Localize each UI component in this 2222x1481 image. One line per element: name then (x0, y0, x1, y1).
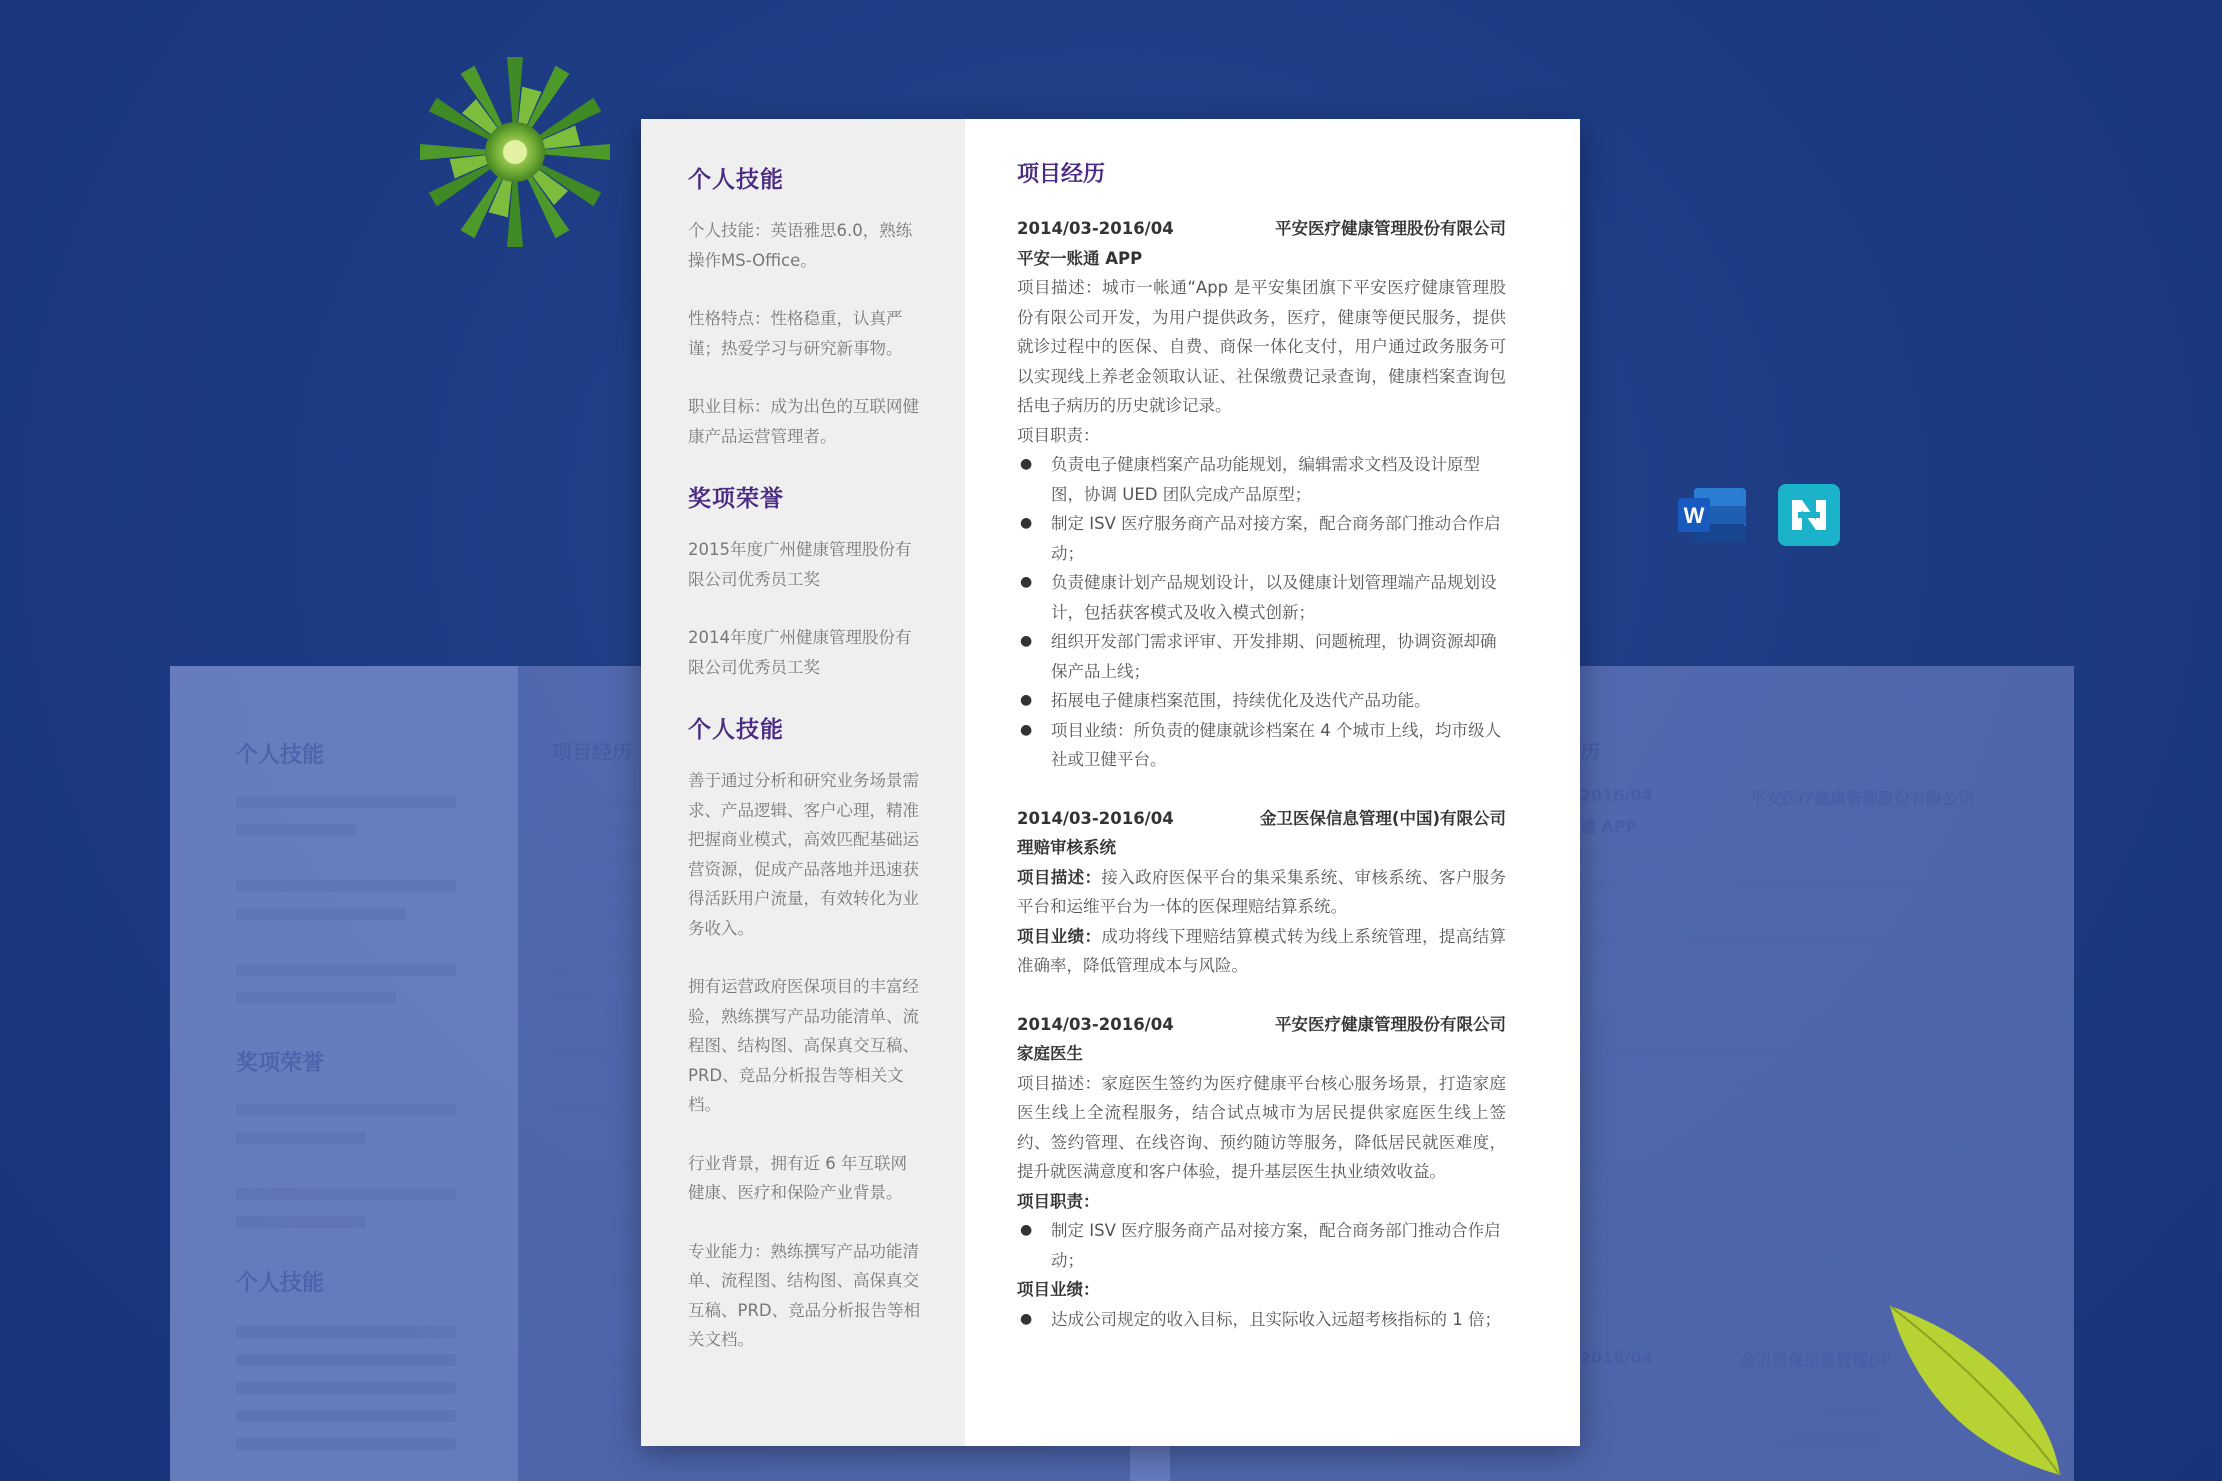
project-date: 2014/03-2016/04 (1017, 1014, 1174, 1034)
ghost-line (1580, 906, 1980, 918)
ghost-line (236, 880, 456, 892)
skill-item: 拥有运营政府医保项目的丰富经验，熟练撰写产品功能清单、流程图、结构图、高保真交互稿、PRD、竞品分析报告等相关文档。 (688, 977, 919, 1114)
list-item: ● 制定 ISV 医疗服务商产品对接方案，配合商务部门推动合作启动； (1017, 509, 1506, 568)
ghost-line (1580, 1242, 1880, 1254)
ghost-date: 2016/04 (1580, 786, 1653, 805)
skill-language: 个人技能：英语雅思6.0，熟练操作MS-Office。 (688, 221, 913, 270)
project-result-label: 项目业绩： (1017, 1280, 1100, 1299)
list-item: ● 制定 ISV 医疗服务商产品对接方案，配合商务部门推动合作启动； (1017, 1216, 1506, 1275)
ghost-line (1580, 850, 1980, 862)
project-duty-label: 项目职责： (1017, 425, 1100, 445)
project-name: 理赔审核系统 (1017, 838, 1116, 857)
result-text: 成功将线下理赔结算模式转为线上系统管理，提高结算准确率，降低管理成本与风险。 (1017, 926, 1506, 975)
project-result-list (1017, 1305, 1506, 1335)
skill-item: 行业背景，拥有近 6 年互联网健康、医疗和保险产业背景。 (688, 1153, 907, 1202)
ghost-line (1580, 1130, 1980, 1142)
skill-item: 善于通过分析和研究业务场景需求、产品逻辑、客户心理，精准把握商业模式，高效匹配基础运营资源，促成产品落地并迅速获得活跃用户流量，有效转化为业务收入。 (688, 771, 919, 938)
project-duty-list (1017, 450, 1506, 775)
ghost-line (236, 796, 456, 808)
ghost-line (1580, 1018, 1980, 1030)
project-item (1017, 214, 1506, 775)
project-item (1017, 804, 1506, 981)
ghost-line (1580, 934, 1980, 946)
ghost-line (552, 1160, 632, 1172)
ghost-line (236, 992, 396, 1004)
list-item: ● 拓展电子健康档案范围，持续优化及迭代产品功能。 (1017, 686, 1506, 716)
award-item: 2015年度广州健康管理股份有限公司优秀员工奖 (688, 540, 912, 589)
ghost-title: 个人技能 (236, 743, 325, 768)
ghost-line (552, 1104, 632, 1116)
list-item: ● 达成公司规定的收入目标，且实际收入远超考核指标的 1 倍； (1017, 1305, 1506, 1335)
list-item: ● 负责健康计划产品规划设计，以及健康计划管理端产品规划设计，包括获客模式及收入模式创新； (1017, 568, 1506, 627)
ghost-company: 平安医疗健康管理股份有限公司 (1750, 789, 1975, 808)
ghost-line (1580, 1186, 1980, 1198)
ghost-line (552, 992, 612, 1004)
ghost-line (1580, 1434, 1880, 1446)
ghost-line (236, 1438, 456, 1450)
project-name: 平安一账通 APP (1017, 248, 1143, 268)
project-company: 平安医疗健康管理股份有限公司 (1275, 1014, 1506, 1034)
succulent-plant (415, 50, 615, 255)
ghost-line (552, 908, 642, 920)
ghost-line (552, 880, 642, 892)
ghost-line (236, 1382, 456, 1394)
project-header (1017, 804, 1506, 834)
ghost-line (236, 908, 406, 920)
ghost-line (236, 1326, 456, 1338)
n-app-icon (1778, 484, 1840, 546)
project-header (1017, 214, 1506, 244)
project-result (1017, 922, 1506, 981)
ghost-line (552, 852, 642, 864)
ghost-line (552, 1356, 632, 1368)
green-leaf (1880, 1300, 2080, 1481)
ghost-company: 金卫医保信息管理(中 (1740, 1351, 1892, 1370)
skill-personality: 性格特点：性格稳重，认真严谨；热爱学习与研究新事物。 (688, 309, 903, 358)
ghost-line (1580, 878, 1980, 890)
ghost-line (236, 824, 356, 836)
word-icon (1676, 486, 1748, 544)
ghost-title: 项目经历 (552, 740, 632, 764)
ghost-title: 奖项荣誉 (236, 1051, 325, 1076)
description-text: 接入政府医保平台的集采集系统、审核系统、客户服务平台和运维平台为一体的医保理赔结算系统。 (1017, 867, 1506, 916)
skill-item: 专业能力：熟练撰写产品功能清单、流程图、结构图、高保真交互稿、PRD、竞品分析报告等相关文档。 (688, 1241, 921, 1349)
resume-sidebar (641, 119, 965, 1446)
resume-page (641, 119, 1580, 1446)
ghost-line (236, 1104, 456, 1116)
ghost-line (236, 964, 456, 976)
project-company: 金卫医保信息管理(中国)有限公司 (1259, 808, 1506, 828)
ghost-line (1580, 1074, 1980, 1086)
ghost-date: 2016/04 (1580, 1348, 1653, 1367)
projects-title: 项目经历 (1017, 162, 1106, 187)
ghost-line (552, 824, 632, 836)
project-description: 项目描述：家庭医生签约为医疗健康平台核心服务场景，打造家庭医生线上全流程服务，结合试点城市为居民提供家庭医生线上签约、签约管理、在线咨询、预约随访等服务，降低居民就医难度，提升就医满意度和客户体验，提升基层医生执业绩效收益。 (1017, 1073, 1506, 1181)
project-name: 家庭医生 (1017, 1044, 1083, 1063)
ghost-line (236, 1216, 366, 1228)
project-company: 平安医疗健康管理股份有限公司 (1275, 219, 1506, 238)
project-item (1017, 1010, 1506, 1335)
project-date: 2014/03-2016/04 (1017, 219, 1174, 238)
skill-career-goal: 职业目标：成为出色的互联网健康产品运营管理者。 (688, 397, 919, 446)
project-description: 项目描述：城市一帐通“App 是平安集团旗下平安医疗健康管理股份有限公司开发，为用户提供政务，医疗，健康等便民服务，提供就诊过程中的医保、自费、商保一体化支付，用户通过政务服务可以实现线上养老金领取认证、社保缴费记录查询，健康档案查询包括电子病历的历史就诊记录。 (1017, 278, 1506, 415)
project-date: 2014/03-2016/04 (1017, 808, 1174, 828)
ghost-line (236, 1188, 456, 1200)
ghost-line (236, 1410, 456, 1422)
resume-main (1017, 157, 1506, 1363)
ghost-title: 个人技能 (236, 1271, 325, 1296)
ghost-line (552, 1216, 632, 1228)
ghost-line (1580, 1046, 1780, 1058)
ghost-app: 通 APP (1580, 817, 1638, 836)
award-item: 2014年度广州健康管理股份有限公司优秀员工奖 (688, 628, 912, 677)
skills-title: 个人技能 (688, 167, 784, 193)
skills2-title: 个人技能 (688, 717, 784, 743)
project-description (1017, 863, 1506, 922)
ghost-line (552, 796, 642, 808)
ghost-line (552, 1272, 632, 1284)
awards-title: 奖项荣誉 (688, 486, 784, 512)
list-item: ● 组织开发部门需求评审、开发排期、问题梳理，协调资源却确保产品上线； (1017, 627, 1506, 686)
ghost-line (1580, 1214, 1680, 1226)
ghost-line (552, 1048, 632, 1060)
project-duty-label: 项目职责： (1017, 1191, 1100, 1211)
list-item: ● 负责电子健康档案产品功能规划，编辑需求文档及设计原型图，协调 UED 团队完成产品原型； (1017, 450, 1506, 509)
ghost-line (1580, 1298, 1700, 1310)
project-header (1017, 1010, 1506, 1040)
ghost-line (236, 1132, 366, 1144)
ghost-title: 历 (1580, 740, 1600, 764)
ghost-line (1580, 1406, 1880, 1418)
project-duty-list (1017, 1216, 1506, 1275)
description-label: 项目描述： (1017, 867, 1102, 887)
ghost-line (1580, 1270, 1980, 1282)
list-item: ● 项目业绩：所负责的健康就诊档案在 4 个城市上线，均市级人社或卫健平台。 (1017, 716, 1506, 775)
ghost-line (552, 936, 642, 948)
ghost-line (1580, 1158, 1780, 1170)
svg-text:W: W (1683, 503, 1705, 528)
ghost-line (552, 964, 632, 976)
ghost-line (1580, 962, 1730, 974)
result-label: 项目业绩： (1017, 926, 1102, 946)
ghost-line (236, 1354, 456, 1366)
